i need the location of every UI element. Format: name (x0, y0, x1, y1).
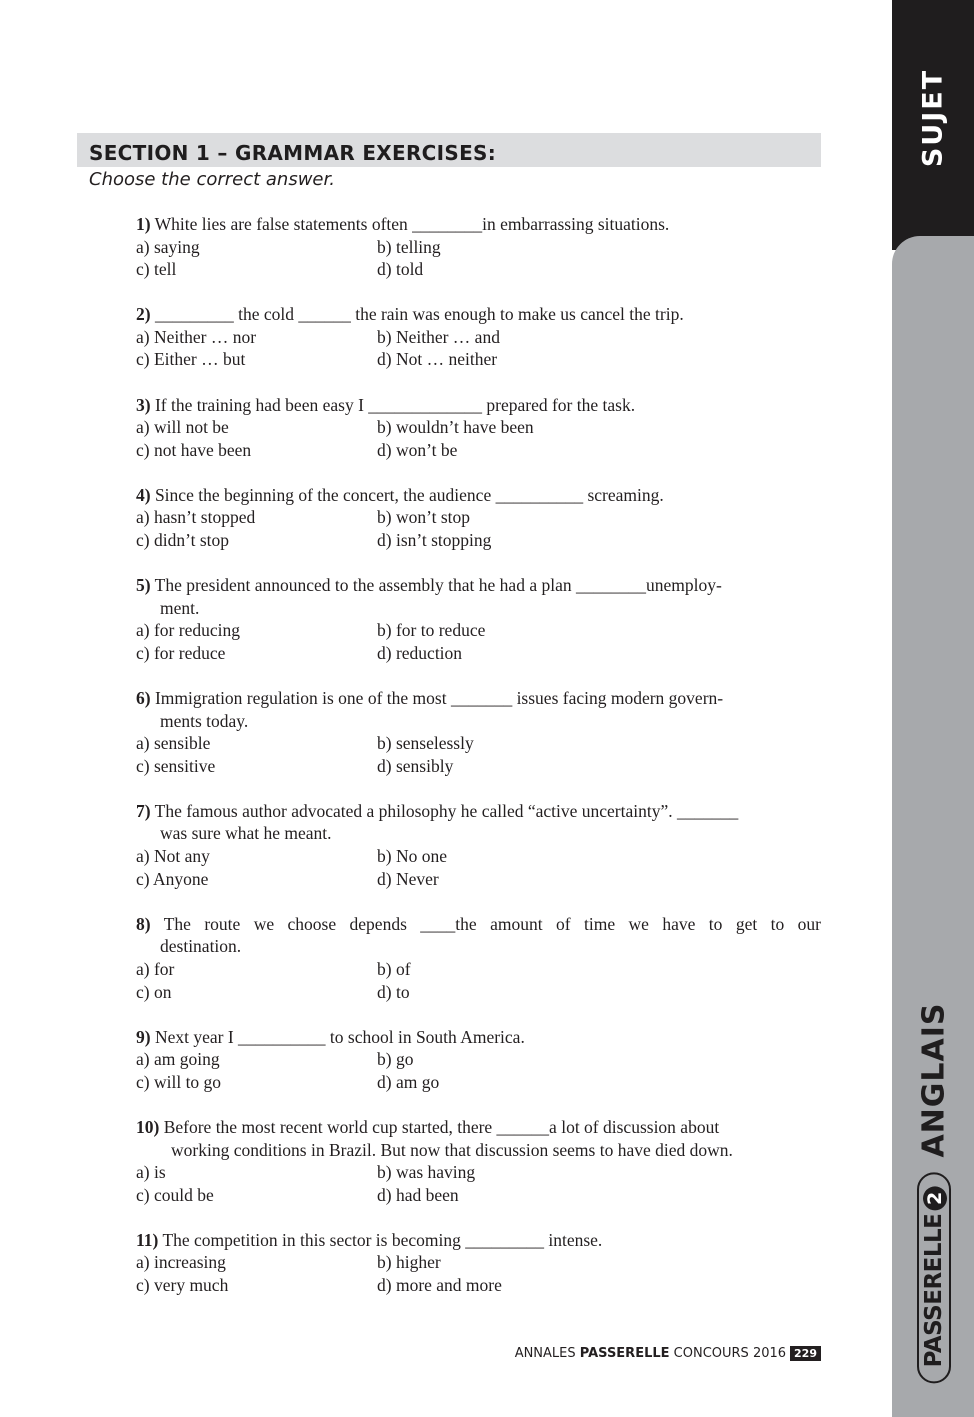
question-stem (136, 1229, 821, 1252)
option-a[interactable]: a) Neither … nor (136, 326, 257, 347)
question-text-continued: ment. (160, 597, 200, 618)
question-text: The famous author advocated a philosophy he called “active uncertainty”. _______ (154, 800, 739, 821)
question-stem (136, 1116, 821, 1139)
option-b[interactable]: b) of (377, 958, 411, 979)
question-number: 1) (136, 214, 151, 234)
question-stem (136, 800, 821, 823)
question-number: 8) (136, 913, 151, 934)
side-label-subject: ANGLAIS (916, 1002, 952, 1158)
option-c[interactable]: c) very much (136, 1274, 229, 1295)
question-stem (136, 687, 821, 710)
side-label-sujet: SUJET (917, 68, 949, 168)
option-a[interactable]: a) saying (136, 236, 200, 257)
answer-options (136, 958, 821, 1003)
option-b[interactable]: b) telling (377, 236, 441, 257)
footer-brand: PASSERELLE (579, 1346, 670, 1361)
logo-text: PASSERELLE (921, 1213, 947, 1368)
question-number: 7) (136, 800, 151, 821)
option-b[interactable]: b) higher (377, 1252, 441, 1273)
option-b[interactable]: b) was having (377, 1162, 476, 1183)
question-text: Before the most recent world cup started, there ______a lot of discussion about (163, 1116, 720, 1137)
option-d[interactable]: d) reduction (377, 642, 463, 663)
answer-options (136, 416, 821, 461)
question-number: 11) (136, 1229, 159, 1250)
question-number: 4) (136, 484, 151, 505)
footer-prefix: ANNALES (514, 1346, 580, 1361)
answer-options (136, 1161, 821, 1206)
option-a[interactable]: a) Not any (136, 846, 210, 867)
question-stem (136, 213, 821, 236)
option-c[interactable]: c) not have been (136, 439, 252, 460)
option-c[interactable]: c) for reduce (136, 642, 226, 663)
question-text: The president announced to the assembly that he had a plan ________unemploy- (154, 575, 722, 596)
page-number: 229 (790, 1346, 821, 1361)
question-1 (136, 213, 821, 281)
option-d[interactable]: d) won’t be (377, 439, 458, 460)
option-a[interactable]: a) am going (136, 1049, 220, 1070)
option-d[interactable]: d) had been (377, 1184, 459, 1205)
question-9 (136, 1026, 821, 1094)
question-number: 10) (136, 1116, 160, 1137)
option-d[interactable]: d) more and more (377, 1274, 502, 1295)
option-b[interactable]: b) No one (377, 846, 447, 867)
answer-options (136, 1251, 821, 1296)
question-text: _________ the cold ______ the rain was enough to make us cancel the trip. (154, 304, 684, 325)
question-text: Next year I __________ to school in South America. (154, 1026, 525, 1047)
option-a[interactable]: a) will not be (136, 417, 229, 438)
answer-options (136, 326, 821, 371)
question-number: 3) (136, 394, 151, 415)
question-text: Since the beginning of the concert, the audience __________ screaming. (154, 484, 664, 505)
footer-suffix: CONCOURS 2016 (669, 1346, 787, 1361)
option-d[interactable]: d) Not … neither (377, 349, 498, 370)
question-8 (136, 913, 821, 1003)
question-text-continued: working conditions in Brazil. But now that discussion seems to have died down. (171, 1139, 733, 1160)
option-c[interactable]: c) sensitive (136, 755, 216, 776)
question-7 (136, 800, 821, 890)
answer-options (136, 619, 821, 664)
option-c[interactable]: c) didn’t stop (136, 530, 230, 551)
option-d[interactable]: d) Never (377, 868, 439, 889)
passerelle-logo (917, 1173, 951, 1384)
option-c[interactable]: c) tell (136, 259, 177, 280)
option-c[interactable]: c) Anyone (136, 868, 209, 889)
question-stem (136, 913, 821, 936)
question-stem (136, 1026, 821, 1049)
question-text: Immigration regulation is one of the most _______ issues facing modern govern- (154, 688, 724, 708)
option-b[interactable]: b) wouldn’t have been (377, 417, 534, 438)
option-c[interactable]: c) Either … but (136, 349, 246, 370)
question-11 (136, 1229, 821, 1297)
option-c[interactable]: c) on (136, 981, 172, 1002)
option-a[interactable]: a) for reducing (136, 620, 240, 641)
option-b[interactable]: b) senselessly (377, 733, 474, 754)
answer-options (136, 506, 821, 551)
page-footer (515, 1346, 821, 1361)
answer-options (136, 845, 821, 890)
question-text: The route we choose depends ____the amount of time we have to get to our (163, 913, 821, 934)
option-a[interactable]: a) for (136, 958, 175, 979)
answer-options (136, 732, 821, 777)
question-text-continued: was sure what he meant. (160, 823, 332, 844)
answer-options (136, 1048, 821, 1093)
question-stem (136, 484, 821, 507)
question-text-continued: destination. (160, 936, 242, 957)
option-a[interactable]: a) is (136, 1162, 166, 1183)
question-number: 5) (136, 575, 151, 596)
question-text: White lies are false statements often ________in embarrassing situations. (154, 214, 670, 234)
question-number: 2) (136, 304, 151, 325)
question-5 (136, 574, 821, 664)
option-a[interactable]: a) increasing (136, 1252, 226, 1273)
section-title: SECTION 1 – GRAMMAR EXERCISES: (89, 141, 497, 165)
question-text: If the training had been easy I _____________ prepared for the task. (154, 394, 636, 415)
option-d[interactable]: d) sensibly (377, 755, 454, 776)
option-d[interactable]: d) told (377, 259, 424, 280)
option-a[interactable]: a) hasn’t stopped (136, 507, 256, 528)
answer-options (136, 236, 821, 281)
question-text-continued: ments today. (160, 710, 249, 731)
question-stem (136, 574, 821, 597)
question-2 (136, 303, 821, 371)
option-d[interactable]: d) isn’t stopping (377, 530, 492, 551)
option-c[interactable]: c) will to go (136, 1071, 222, 1092)
question-number: 9) (136, 1026, 151, 1047)
question-stem (136, 303, 821, 326)
question-10 (136, 1116, 821, 1206)
logo-number: 2 (923, 1187, 947, 1211)
option-d[interactable]: d) to (377, 981, 410, 1002)
question-number: 6) (136, 688, 151, 708)
instruction-text: Choose the correct answer. (89, 169, 335, 190)
option-b[interactable]: b) Neither … and (377, 326, 500, 347)
option-b[interactable]: b) go (377, 1049, 414, 1070)
question-text: The competition in this sector is becoming _________ intense. (162, 1229, 603, 1250)
question-stem (136, 394, 821, 417)
question-4 (136, 484, 821, 552)
option-b[interactable]: b) won’t stop (377, 507, 471, 528)
question-6 (136, 687, 821, 777)
question-list (136, 213, 821, 1319)
option-b[interactable]: b) for to reduce (377, 620, 486, 641)
option-d[interactable]: d) am go (377, 1071, 440, 1092)
option-c[interactable]: c) could be (136, 1184, 214, 1205)
question-3 (136, 394, 821, 462)
option-a[interactable]: a) sensible (136, 733, 211, 754)
